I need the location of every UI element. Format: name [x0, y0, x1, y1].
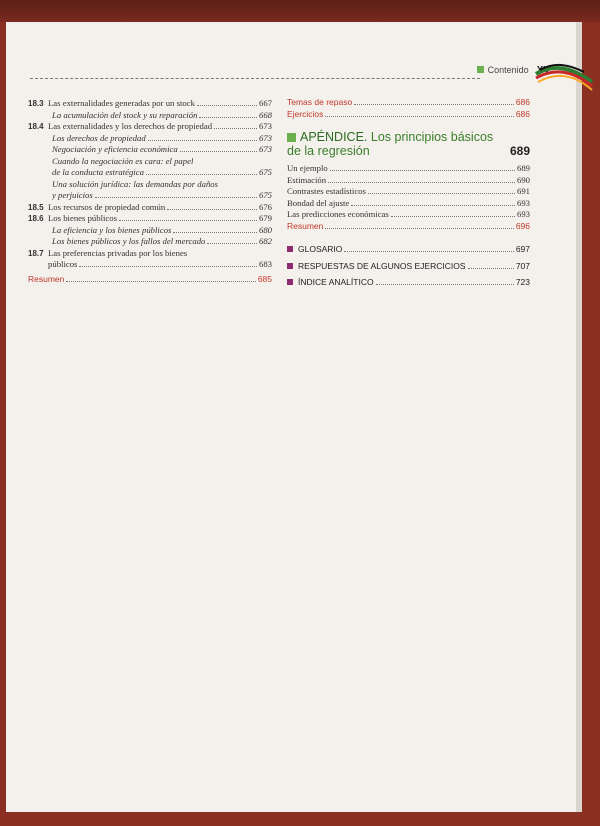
- toc-page-number: 680: [258, 224, 272, 235]
- toc-entry[interactable]: [28, 248, 272, 260]
- toc-entry[interactable]: [28, 133, 272, 145]
- toc-entry[interactable]: [28, 225, 272, 237]
- summary-entry[interactable]: [28, 274, 272, 286]
- header-section-label: Contenido: [487, 65, 529, 75]
- toc-page-number: 686: [515, 108, 530, 119]
- toc-entry[interactable]: [28, 190, 272, 202]
- toc-entry-title: Los recursos de propiedad común: [48, 201, 166, 212]
- toc-leader-dots: [468, 268, 514, 269]
- appendix-summary-entry[interactable]: [287, 221, 530, 233]
- toc-entry-title: Una solución jurídica: las demandas por daños: [52, 178, 219, 189]
- toc-entry[interactable]: [28, 144, 272, 156]
- toc-entry-title: públicos: [48, 259, 78, 269]
- toc-entry-title: Contrastes estadísticos: [287, 186, 366, 196]
- back-matter-entry[interactable]: [287, 277, 530, 289]
- toc-leader-dots: [368, 193, 515, 194]
- toc-leader-dots: [148, 140, 257, 141]
- toc-entry-title: Resumen: [287, 220, 324, 231]
- toc-leader-dots: [79, 266, 257, 267]
- toc-page-number: 685: [257, 273, 272, 284]
- toc-page-number: 673: [258, 132, 272, 143]
- toc-leader-dots: [325, 228, 513, 229]
- toc-page-number: 707: [515, 260, 530, 271]
- toc-leader-dots: [180, 151, 257, 152]
- toc-left-column: [28, 98, 272, 285]
- appendix-title-line1: Los principios básicos: [370, 130, 494, 144]
- toc-leader-dots: [328, 182, 515, 183]
- toc-entry-title: Las predicciones económicas: [287, 209, 389, 219]
- toc-leader-dots: [197, 105, 257, 106]
- toc-entry-title: GLOSARIO: [298, 244, 343, 254]
- toc-entry[interactable]: [28, 110, 272, 122]
- color-swoosh-icon: [534, 60, 594, 96]
- appendix-entry[interactable]: [287, 175, 530, 187]
- toc-entry[interactable]: [28, 259, 272, 271]
- toc-page-number: 696: [515, 220, 530, 231]
- toc-leader-dots: [66, 281, 255, 282]
- toc-page-number: 675: [258, 190, 272, 200]
- toc-page-number: 667: [258, 98, 272, 108]
- toc-entry[interactable]: [28, 167, 272, 179]
- toc-entry[interactable]: [28, 202, 272, 214]
- toc-page-number: 683: [258, 259, 272, 269]
- toc-leader-dots: [391, 216, 515, 217]
- toc-entry[interactable]: [28, 213, 272, 225]
- header-page-number: XV: [536, 65, 550, 76]
- toc-page-number: 689: [516, 163, 530, 173]
- toc-section-number: 18.3: [28, 99, 44, 108]
- toc-right-column: [287, 97, 530, 289]
- toc-entry[interactable]: [28, 121, 272, 133]
- toc-leader-dots: [330, 170, 515, 171]
- toc-entry-title: RESPUESTAS DE ALGUNOS EJERCICIOS: [298, 260, 466, 271]
- toc-leader-dots: [95, 197, 257, 198]
- toc-leader-dots: [325, 116, 513, 117]
- toc-page-number: 686: [515, 97, 530, 107]
- toc-entry-title: Temas de repaso: [287, 97, 353, 107]
- toc-entry-title: Cuando la negociación es cara: el papel: [52, 155, 194, 166]
- toc-page-number: 690: [516, 174, 530, 185]
- appendix-entry[interactable]: [287, 163, 530, 175]
- toc-page-number: 723: [515, 277, 530, 287]
- appendix-entry[interactable]: [287, 209, 530, 221]
- toc-entry[interactable]: [28, 179, 272, 191]
- purple-square-icon: [287, 279, 293, 285]
- toc-page-number: 691: [516, 186, 530, 196]
- purple-square-icon: [287, 263, 293, 269]
- running-header: [30, 64, 560, 78]
- toc-page-number: 676: [258, 201, 272, 212]
- toc-entry[interactable]: [28, 236, 272, 248]
- toc-section-number: 18.5: [28, 202, 44, 212]
- toc-leader-dots: [119, 220, 257, 221]
- toc-section-number: 18.4: [28, 122, 44, 131]
- toc-entry-title: Un ejemplo: [287, 163, 328, 173]
- toc-entry-title: La acumulación del stock y su reparación: [52, 109, 198, 120]
- toc-entry-title: Resumen: [28, 273, 65, 284]
- toc-entry-red[interactable]: [287, 109, 530, 121]
- toc-leader-dots: [173, 232, 257, 233]
- toc-entry-title: Ejercicios: [287, 108, 324, 119]
- appendix-heading[interactable]: [287, 130, 530, 158]
- toc-entry[interactable]: [28, 156, 272, 168]
- toc-page-number: 679: [258, 213, 272, 223]
- toc-leader-dots: [344, 251, 513, 252]
- toc-page-number: 673: [258, 121, 272, 131]
- toc-entry-title: Los bienes públicos y los fallos del mercado: [52, 236, 206, 246]
- toc-entry-red[interactable]: [287, 97, 530, 109]
- scan-background: [0, 0, 600, 22]
- toc-section-number: 18.6: [28, 214, 44, 223]
- toc-page-number: 682: [258, 236, 272, 246]
- toc-page-number: 693: [516, 197, 530, 208]
- toc-page-number: 697: [515, 244, 530, 254]
- toc-entry-title: de la conducta estratégica: [52, 167, 144, 177]
- toc-leader-dots: [146, 174, 257, 175]
- appendix-title-line2: de la regresión: [287, 144, 370, 158]
- toc-entry-title: Los bienes públicos: [48, 213, 118, 223]
- toc-entry-title: La eficiencia y los bienes públicos: [52, 224, 172, 235]
- toc-entry-title: Las preferencias privadas por los bienes: [48, 247, 188, 258]
- back-matter-entry[interactable]: [287, 261, 530, 273]
- toc-page-number: 693: [516, 209, 530, 219]
- appendix-page: 689: [509, 144, 530, 158]
- green-square-icon: [477, 66, 484, 73]
- toc-leader-dots: [351, 205, 515, 206]
- toc-entry-title: Los derechos de propiedad: [52, 132, 146, 143]
- toc-entry-title: Las externalidades y los derechos de propiedad: [48, 121, 213, 131]
- toc-entry-title: Bondad del ajuste: [287, 197, 350, 208]
- toc-entry-title: y perjuicios: [52, 190, 93, 200]
- toc-page-number: 673: [258, 144, 272, 154]
- toc-entry-title: ÍNDICE ANALÍTICO: [298, 277, 374, 287]
- toc-leader-dots: [354, 104, 514, 105]
- toc-leader-dots: [207, 243, 257, 244]
- toc-entry-title: Las externalidades generadas por un stock: [48, 98, 195, 108]
- toc-leader-dots: [167, 209, 257, 210]
- appendix-label: APÉNDICE.: [300, 130, 368, 144]
- back-matter-entry[interactable]: [287, 244, 530, 256]
- purple-square-icon: [287, 246, 293, 252]
- appendix-entry[interactable]: [287, 198, 530, 210]
- header-rule: [30, 78, 480, 79]
- toc-page-number: 675: [258, 167, 272, 177]
- toc-entry-title: Negociación y eficiencia económica: [52, 144, 178, 154]
- toc-leader-dots: [199, 117, 257, 118]
- toc-leader-dots: [214, 128, 257, 129]
- appendix-entry[interactable]: [287, 186, 530, 198]
- green-square-icon: [287, 133, 296, 142]
- toc-page-number: 668: [258, 109, 272, 120]
- toc-leader-dots: [376, 284, 514, 285]
- toc-entry[interactable]: [28, 98, 272, 110]
- toc-section-number: 18.7: [28, 248, 44, 258]
- toc-entry-title: Estimación: [287, 174, 327, 185]
